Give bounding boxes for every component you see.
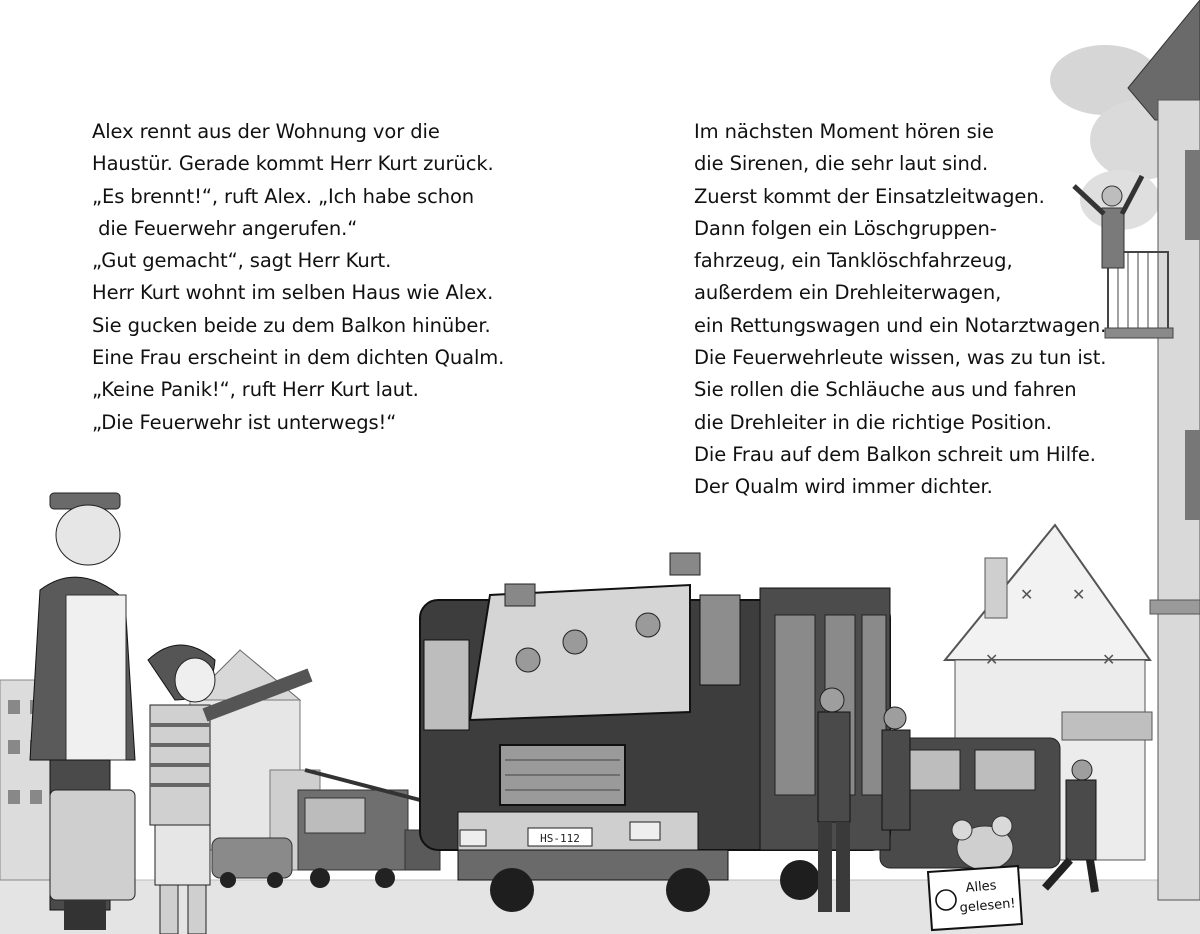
text-line: die Drehleiter in die richtige Position. bbox=[694, 410, 1052, 434]
right-text-column bbox=[694, 116, 1134, 504]
text-line: die Sirenen, die sehr laut sind. bbox=[694, 152, 989, 176]
text-line: ein Rettungswagen und ein Notarztwagen. bbox=[694, 313, 1107, 337]
left-text-column bbox=[92, 116, 592, 439]
svg-text:✕: ✕ bbox=[985, 650, 999, 669]
text-line: „Gut gemacht“, sagt Herr Kurt. bbox=[92, 249, 392, 273]
text-line: außerdem ein Drehleiterwagen, bbox=[694, 281, 1002, 305]
svg-text:✕: ✕ bbox=[1020, 585, 1034, 604]
text-line: „Keine Panik!“, ruft Herr Kurt laut. bbox=[92, 378, 419, 402]
badge-line-1: Alles bbox=[965, 878, 998, 896]
text-line: Herr Kurt wohnt im selben Haus wie Alex. bbox=[92, 281, 494, 305]
text-line: „Es brennt!“, ruft Alex. „Ich habe schon bbox=[92, 184, 475, 208]
text-line: Alex rennt aus der Wohnung vor die bbox=[92, 120, 440, 143]
text-line: die Feuerwehr angerufen.“ bbox=[92, 216, 358, 240]
text-line: Haustür. Gerade kommt Herr Kurt zurück. bbox=[92, 152, 494, 176]
text-line: Der Qualm wird immer dichter. bbox=[694, 475, 993, 499]
text-line: Sie gucken beide zu dem Balkon hinüber. bbox=[92, 313, 491, 337]
text-line: Im nächsten Moment hören sie bbox=[694, 120, 994, 143]
text-line: Zuerst kommt der Einsatzleitwagen. bbox=[694, 184, 1045, 208]
text-line: Die Frau auf dem Balkon schreit um Hilfe. bbox=[694, 442, 1096, 466]
svg-text:✕: ✕ bbox=[1102, 650, 1116, 669]
text-line: Dann folgen ein Löschgruppen- bbox=[694, 216, 997, 240]
text-line: fahrzeug, ein Tanklöschfahrzeug, bbox=[694, 249, 1013, 273]
text-line: Eine Frau erscheint in dem dichten Qualm. bbox=[92, 346, 505, 370]
license-plate: HS-112 bbox=[540, 832, 580, 845]
text-line: Sie rollen die Schläuche aus und fahren bbox=[694, 378, 1077, 402]
text-line: Die Feuerwehrleute wissen, was zu tun ist. bbox=[694, 346, 1107, 370]
svg-text:✕: ✕ bbox=[1072, 585, 1086, 604]
read-badge bbox=[928, 866, 1022, 930]
badge-line-2: gelesen! bbox=[959, 896, 1017, 916]
text-line: „Die Feuerwehr ist unterwegs!“ bbox=[92, 410, 397, 434]
